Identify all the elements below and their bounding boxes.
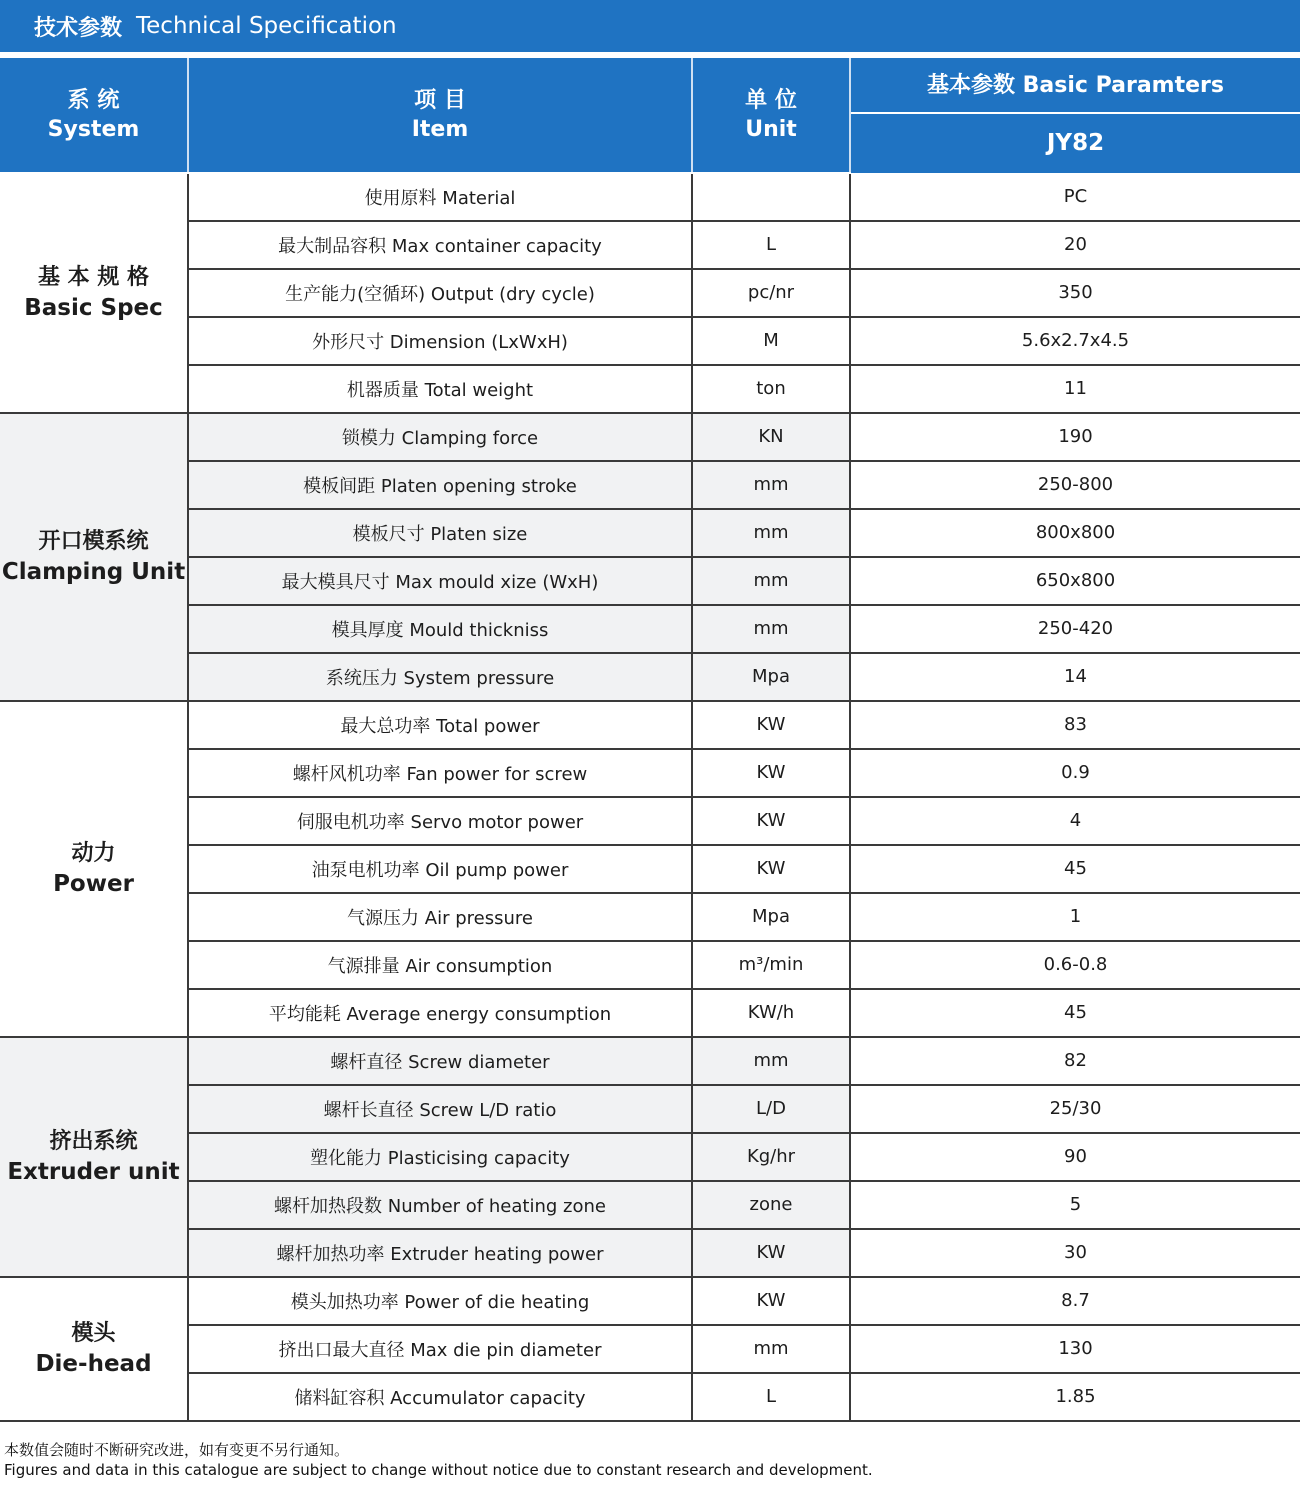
item-cell: 螺杆长直径 Screw L/D ratio <box>188 1085 692 1133</box>
unit-cell <box>692 173 850 221</box>
table-row <box>0 269 1300 317</box>
table-row <box>0 893 1300 941</box>
value-cell: 4 <box>850 797 1300 845</box>
table-row <box>0 605 1300 653</box>
header-system-en: System <box>47 116 140 142</box>
table-row <box>0 365 1300 413</box>
table-row <box>0 1085 1300 1133</box>
unit-cell: Kg/hr <box>692 1133 850 1181</box>
table-row <box>0 173 1300 221</box>
value-cell: 0.9 <box>850 749 1300 797</box>
value-cell: 90 <box>850 1133 1300 1181</box>
system-group-zh: 模头 <box>71 1320 116 1346</box>
item-cell: 生产能力(空循环) Output (dry cycle) <box>188 269 692 317</box>
unit-cell: zone <box>692 1181 850 1229</box>
unit-cell: M <box>692 317 850 365</box>
unit-cell: mm <box>692 509 850 557</box>
system-group-en: Basic Spec <box>24 294 163 321</box>
item-cell: 储料缸容积 Accumulator capacity <box>188 1373 692 1421</box>
spec-table-body <box>0 173 1300 1421</box>
table-row <box>0 701 1300 749</box>
unit-cell: pc/nr <box>692 269 850 317</box>
system-group-label <box>0 413 188 701</box>
item-cell: 模具厚度 Mould thickniss <box>188 605 692 653</box>
system-group-zh: 基 本 规 格 <box>38 264 149 290</box>
header-unit-en: Unit <box>745 116 797 142</box>
value-cell: 800x800 <box>850 509 1300 557</box>
item-cell: 气源压力 Air pressure <box>188 893 692 941</box>
value-cell: 83 <box>850 701 1300 749</box>
item-cell: 使用原料 Material <box>188 173 692 221</box>
header-unit-zh: 单 位 <box>745 87 797 113</box>
item-cell: 外形尺寸 Dimension (LxWxH) <box>188 317 692 365</box>
table-row <box>0 1181 1300 1229</box>
table-row <box>0 509 1300 557</box>
value-cell: 8.7 <box>850 1277 1300 1325</box>
unit-cell: L <box>692 221 850 269</box>
system-group-en: Extruder unit <box>7 1158 180 1185</box>
page-title-en: Technical Specification <box>136 13 397 39</box>
footer-note-zh: 本数值会随时不断研究改进，如有变更不另行通知。 <box>4 1441 350 1459</box>
table-row <box>0 941 1300 989</box>
header-system <box>0 58 188 173</box>
item-cell: 系统压力 System pressure <box>188 653 692 701</box>
table-row <box>0 317 1300 365</box>
table-row <box>0 653 1300 701</box>
value-cell: 130 <box>850 1325 1300 1373</box>
table-row <box>0 1325 1300 1373</box>
table-row <box>0 1277 1300 1325</box>
unit-cell: KW <box>692 1229 850 1277</box>
system-group-zh: 动力 <box>71 840 116 866</box>
value-cell: 25/30 <box>850 1085 1300 1133</box>
header-unit <box>692 58 850 173</box>
header-basic-params: 基本参数 Basic Paramters <box>850 58 1300 113</box>
item-cell: 锁模力 Clamping force <box>188 413 692 461</box>
header-item <box>188 58 692 173</box>
table-row <box>0 413 1300 461</box>
value-cell: 11 <box>850 365 1300 413</box>
unit-cell: mm <box>692 461 850 509</box>
item-cell: 最大制品容积 Max container capacity <box>188 221 692 269</box>
value-cell: 190 <box>850 413 1300 461</box>
value-cell: 5 <box>850 1181 1300 1229</box>
item-cell: 模头加热功率 Power of die heating <box>188 1277 692 1325</box>
unit-cell: mm <box>692 557 850 605</box>
unit-cell: mm <box>692 1037 850 1085</box>
value-cell: 14 <box>850 653 1300 701</box>
table-row <box>0 845 1300 893</box>
value-cell: 250-800 <box>850 461 1300 509</box>
item-cell: 气源排量 Air consumption <box>188 941 692 989</box>
item-cell: 最大总功率 Total power <box>188 701 692 749</box>
value-cell: 1 <box>850 893 1300 941</box>
unit-cell: KW/h <box>692 989 850 1037</box>
header-item-en: Item <box>411 116 469 142</box>
table-row <box>0 461 1300 509</box>
unit-cell: KW <box>692 749 850 797</box>
value-cell: 45 <box>850 845 1300 893</box>
item-cell: 螺杆加热功率 Extruder heating power <box>188 1229 692 1277</box>
page-title-zh: 技术参数 <box>34 15 123 41</box>
value-cell: 5.6x2.7x4.5 <box>850 317 1300 365</box>
table-row <box>0 1229 1300 1277</box>
table-row <box>0 749 1300 797</box>
system-group-zh: 开口模系统 <box>38 528 149 554</box>
table-row <box>0 1133 1300 1181</box>
unit-cell: Mpa <box>692 893 850 941</box>
unit-cell: Mpa <box>692 653 850 701</box>
item-cell: 模板尺寸 Platen size <box>188 509 692 557</box>
value-cell: 1.85 <box>850 1373 1300 1421</box>
table-row <box>0 989 1300 1037</box>
unit-cell: L <box>692 1373 850 1421</box>
footer-note <box>4 1440 873 1480</box>
system-group-label <box>0 1037 188 1277</box>
value-cell: 30 <box>850 1229 1300 1277</box>
item-cell: 平均能耗 Average energy consumption <box>188 989 692 1037</box>
value-cell: 20 <box>850 221 1300 269</box>
item-cell: 塑化能力 Plasticising capacity <box>188 1133 692 1181</box>
system-group-label <box>0 1277 188 1421</box>
unit-cell: KW <box>692 797 850 845</box>
unit-cell: L/D <box>692 1085 850 1133</box>
system-group-en: Clamping Unit <box>1 558 186 585</box>
item-cell: 伺服电机功率 Servo motor power <box>188 797 692 845</box>
table-row <box>0 1373 1300 1421</box>
unit-cell: KN <box>692 413 850 461</box>
value-cell: PC <box>850 173 1300 221</box>
unit-cell: KW <box>692 701 850 749</box>
value-cell: 0.6-0.8 <box>850 941 1300 989</box>
system-group-label <box>0 701 188 1037</box>
item-cell: 螺杆风机功率 Fan power for screw <box>188 749 692 797</box>
system-group-en: Power <box>53 870 134 897</box>
table-row <box>0 557 1300 605</box>
header-model: JY82 <box>850 113 1300 173</box>
unit-cell: KW <box>692 1277 850 1325</box>
value-cell: 650x800 <box>850 557 1300 605</box>
item-cell: 螺杆直径 Screw diameter <box>188 1037 692 1085</box>
title-bar <box>0 0 1300 52</box>
header-system-zh: 系 统 <box>67 87 120 113</box>
unit-cell: m³/min <box>692 941 850 989</box>
header-item-zh: 项 目 <box>414 87 466 113</box>
footer-note-en: Figures and data in this catalogue are subject to change without notice due to constant research and development. <box>4 1461 873 1479</box>
spec-table <box>0 58 1300 1422</box>
unit-cell: mm <box>692 605 850 653</box>
system-group-zh: 挤出系统 <box>49 1128 138 1154</box>
value-cell: 45 <box>850 989 1300 1037</box>
value-cell: 250-420 <box>850 605 1300 653</box>
table-row <box>0 797 1300 845</box>
item-cell: 机器质量 Total weight <box>188 365 692 413</box>
unit-cell: ton <box>692 365 850 413</box>
item-cell: 挤出口最大直径 Max die pin diameter <box>188 1325 692 1373</box>
value-cell: 82 <box>850 1037 1300 1085</box>
system-group-en: Die-head <box>35 1350 152 1377</box>
system-group-label <box>0 173 188 413</box>
table-row <box>0 1037 1300 1085</box>
item-cell: 最大模具尺寸 Max mould xize (WxH) <box>188 557 692 605</box>
table-row <box>0 221 1300 269</box>
unit-cell: mm <box>692 1325 850 1373</box>
item-cell: 油泵电机功率 Oil pump power <box>188 845 692 893</box>
value-cell: 350 <box>850 269 1300 317</box>
item-cell: 螺杆加热段数 Number of heating zone <box>188 1181 692 1229</box>
item-cell: 模板间距 Platen opening stroke <box>188 461 692 509</box>
unit-cell: KW <box>692 845 850 893</box>
